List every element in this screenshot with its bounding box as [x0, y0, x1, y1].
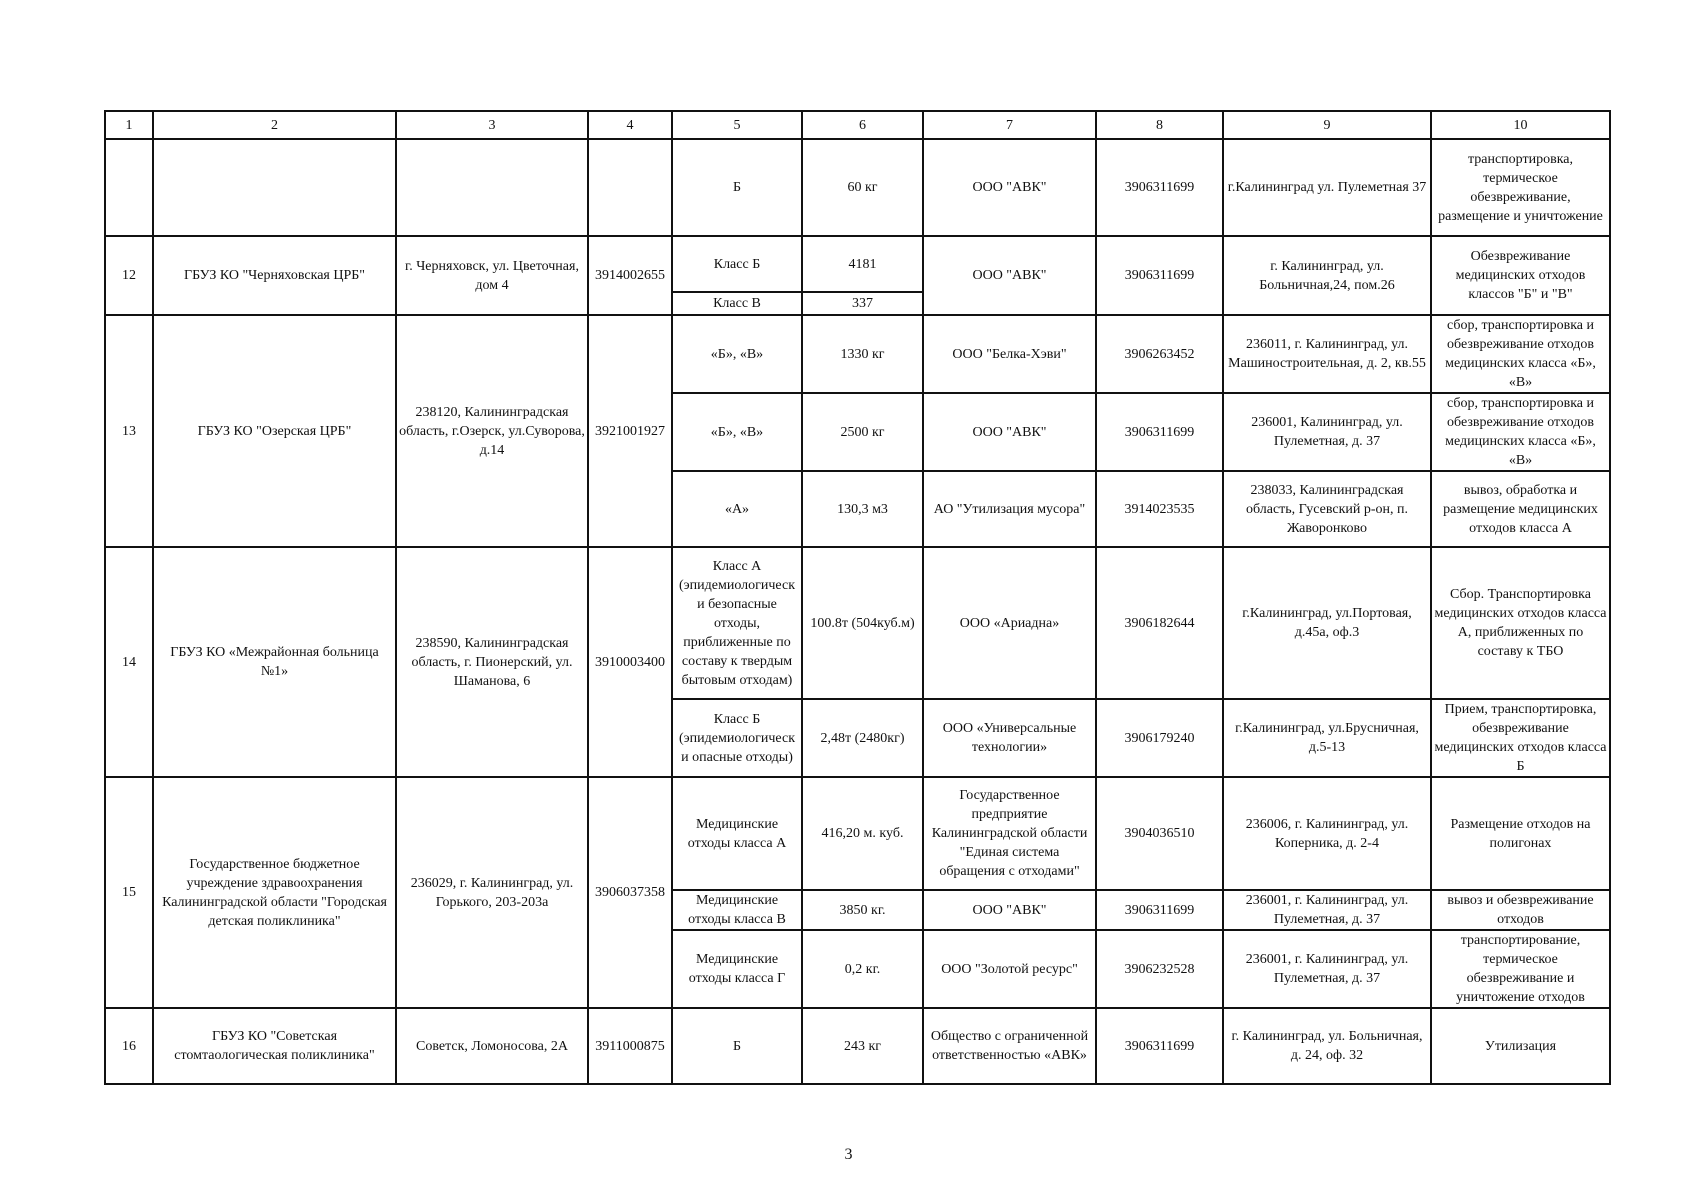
contractor-inn-cell: 3906311699 — [1096, 1008, 1223, 1084]
contractor-cell: ООО "Золотой ресурс" — [923, 930, 1096, 1008]
table-row — [105, 1008, 1610, 1084]
service-cell: вывоз и обезвреживание отходов — [1431, 890, 1610, 930]
contractor-cell: ООО "АВК" — [923, 139, 1096, 236]
service-cell: Прием, транспортировка, обезвреживание медицинских отходов класса Б — [1431, 699, 1610, 777]
organization-cell: ГБУЗ КО "Черняховская ЦРБ" — [153, 236, 396, 315]
organization-cell: ГБУЗ КО «Межрайонная больница №1» — [153, 547, 396, 777]
empty-cell — [588, 139, 672, 236]
row-number-cell: 13 — [105, 315, 153, 547]
amount-cell: 3850 кг. — [802, 890, 923, 930]
contractor-inn-cell: 3906263452 — [1096, 315, 1223, 393]
organization-cell: ГБУЗ КО "Советская стомтаологическая поликлиника" — [153, 1008, 396, 1084]
header-cell: 8 — [1096, 111, 1223, 139]
row-number-cell: 16 — [105, 1008, 153, 1084]
inn-cell: 3910003400 — [588, 547, 672, 777]
amount-cell: 4181 — [802, 236, 923, 292]
page-number: 3 — [844, 1146, 853, 1163]
contractor-inn-cell: 3906179240 — [1096, 699, 1223, 777]
contractor-address-cell: г.Калининград ул. Пулеметная 37 — [1223, 139, 1431, 236]
service-cell: Размещение отходов на полигонах — [1431, 777, 1610, 890]
amount-cell: 0,2 кг. — [802, 930, 923, 1008]
header-cell: 1 — [105, 111, 153, 139]
header-cell: 10 — [1431, 111, 1610, 139]
organization-cell: Государственное бюджетное учреждение здравоохранения Калининградской области "Городская детская поликлиника" — [153, 777, 396, 1008]
service-cell: Сбор. Транспортировка медицинских отходов класса А, приближенных по составу к ТБО — [1431, 547, 1610, 699]
amount-cell: 243 кг — [802, 1008, 923, 1084]
service-cell: Обезвреживание медицинских отходов классов "Б" и "В" — [1431, 236, 1610, 315]
header-cell: 2 — [153, 111, 396, 139]
contractor-cell: ООО «Универсальные технологии» — [923, 699, 1096, 777]
amount-cell: 60 кг — [802, 139, 923, 236]
table-row — [105, 777, 1610, 890]
header-cell: 7 — [923, 111, 1096, 139]
contractor-address-cell: г. Калининград, ул. Больничная,24, пом.26 — [1223, 236, 1431, 315]
waste-class-cell: Класс Б — [672, 236, 802, 292]
contractor-address-cell: 236006, г. Калининград, ул. Коперника, д. 2-4 — [1223, 777, 1431, 890]
contractor-cell: ООО "Белка-Хэви" — [923, 315, 1096, 393]
waste-class-cell: Медицинские отходы класса А — [672, 777, 802, 890]
service-cell: транспортирование, термическое обезвреживание и уничтожение отходов — [1431, 930, 1610, 1008]
empty-cell — [105, 139, 153, 236]
contractor-inn-cell: 3906311699 — [1096, 139, 1223, 236]
waste-class-cell: «А» — [672, 471, 802, 547]
row-number-cell: 15 — [105, 777, 153, 1008]
waste-class-cell: Медицинские отходы класса Г — [672, 930, 802, 1008]
amount-cell: 100.8т (504куб.м) — [802, 547, 923, 699]
service-cell: транспортировка, термическое обезвреживание, размещение и уничтожение — [1431, 139, 1610, 236]
organization-cell: ГБУЗ КО "Озерская ЦРБ" — [153, 315, 396, 547]
contractor-cell: ООО «Ариадна» — [923, 547, 1096, 699]
contractor-address-cell: г.Калининград, ул.Брусничная, д.5-13 — [1223, 699, 1431, 777]
contractor-cell: ООО "АВК" — [923, 236, 1096, 315]
address-cell: Советск, Ломоносова, 2А — [396, 1008, 588, 1084]
header-cell: 9 — [1223, 111, 1431, 139]
table-row — [105, 139, 1610, 236]
contractor-inn-cell: 3906311699 — [1096, 393, 1223, 471]
amount-cell: 1330 кг — [802, 315, 923, 393]
table-row — [105, 315, 1610, 393]
amount-cell: 130,3 м3 — [802, 471, 923, 547]
contractor-cell: АО "Утилизация мусора" — [923, 471, 1096, 547]
contractor-address-cell: 236011, г. Калининград, ул. Машиностроительная, д. 2, кв.55 — [1223, 315, 1431, 393]
contractor-inn-cell: 3906311699 — [1096, 236, 1223, 315]
waste-contracts-table — [104, 110, 1611, 1085]
waste-class-cell: Класс А (эпидемиологическ и безопасные отходы, приближенные по составу к твердым бытовым отходам) — [672, 547, 802, 699]
contractor-cell: ООО "АВК" — [923, 890, 1096, 930]
waste-class-cell: Медицинские отходы класса В — [672, 890, 802, 930]
address-cell: 238590, Калининградская область, г. Пионерский, ул. Шаманова, 6 — [396, 547, 588, 777]
amount-cell: 416,20 м. куб. — [802, 777, 923, 890]
waste-class-cell: «Б», «В» — [672, 393, 802, 471]
amount-cell: 337 — [802, 292, 923, 315]
contractor-cell: Государственное предприятие Калининградской области "Единая система обращения с отходами" — [923, 777, 1096, 890]
contractor-inn-cell: 3904036510 — [1096, 777, 1223, 890]
contractor-inn-cell: 3906182644 — [1096, 547, 1223, 699]
inn-cell: 3911000875 — [588, 1008, 672, 1084]
waste-class-cell: Класс В — [672, 292, 802, 315]
contractor-inn-cell: 3914023535 — [1096, 471, 1223, 547]
address-cell: 238120, Калининградская область, г.Озерск, ул.Суворова, д.14 — [396, 315, 588, 547]
contractor-address-cell: г. Калининград, ул. Больничная, д. 24, оф. 32 — [1223, 1008, 1431, 1084]
header-cell: 4 — [588, 111, 672, 139]
header-row — [105, 111, 1610, 139]
table-row — [105, 236, 1610, 292]
waste-class-cell: Б — [672, 1008, 802, 1084]
contractor-cell: Общество с ограниченной ответственностью «АВК» — [923, 1008, 1096, 1084]
waste-class-cell: Б — [672, 139, 802, 236]
header-cell: 5 — [672, 111, 802, 139]
service-cell: вывоз, обработка и размещение медицинских отходов класса А — [1431, 471, 1610, 547]
contractor-address-cell: 238033, Калининградская область, Гусевский р-он, п. Жаворонково — [1223, 471, 1431, 547]
service-cell: сбор, транспортировка и обезвреживание отходов медицинских класса «Б», «В» — [1431, 393, 1610, 471]
row-number-cell: 14 — [105, 547, 153, 777]
address-cell: 236029, г. Калининград, ул. Горького, 203-203а — [396, 777, 588, 1008]
inn-cell: 3921001927 — [588, 315, 672, 547]
waste-class-cell: Класс Б (эпидемиологическ и опасные отходы) — [672, 699, 802, 777]
contractor-cell: ООО "АВК" — [923, 393, 1096, 471]
amount-cell: 2,48т (2480кг) — [802, 699, 923, 777]
service-cell: Утилизация — [1431, 1008, 1610, 1084]
inn-cell: 3914002655 — [588, 236, 672, 315]
row-number-cell: 12 — [105, 236, 153, 315]
contractor-inn-cell: 3906311699 — [1096, 890, 1223, 930]
contractor-inn-cell: 3906232528 — [1096, 930, 1223, 1008]
contractor-address-cell: 236001, г. Калининград, ул. Пулеметная, д. 37 — [1223, 930, 1431, 1008]
contractor-address-cell: 236001, Калининград, ул. Пулеметная, д. 37 — [1223, 393, 1431, 471]
header-cell: 6 — [802, 111, 923, 139]
header-cell: 3 — [396, 111, 588, 139]
address-cell: г. Черняховск, ул. Цветочная, дом 4 — [396, 236, 588, 315]
service-cell: сбор, транспортировка и обезвреживание отходов медицинских класса «Б», «В» — [1431, 315, 1610, 393]
inn-cell: 3906037358 — [588, 777, 672, 1008]
table-row — [105, 547, 1610, 699]
contractor-address-cell: 236001, г. Калининград, ул. Пулеметная, д. 37 — [1223, 890, 1431, 930]
empty-cell — [396, 139, 588, 236]
amount-cell: 2500 кг — [802, 393, 923, 471]
empty-cell — [153, 139, 396, 236]
waste-class-cell: «Б», «В» — [672, 315, 802, 393]
contractor-address-cell: г.Калининград, ул.Портовая, д.45а, оф.3 — [1223, 547, 1431, 699]
